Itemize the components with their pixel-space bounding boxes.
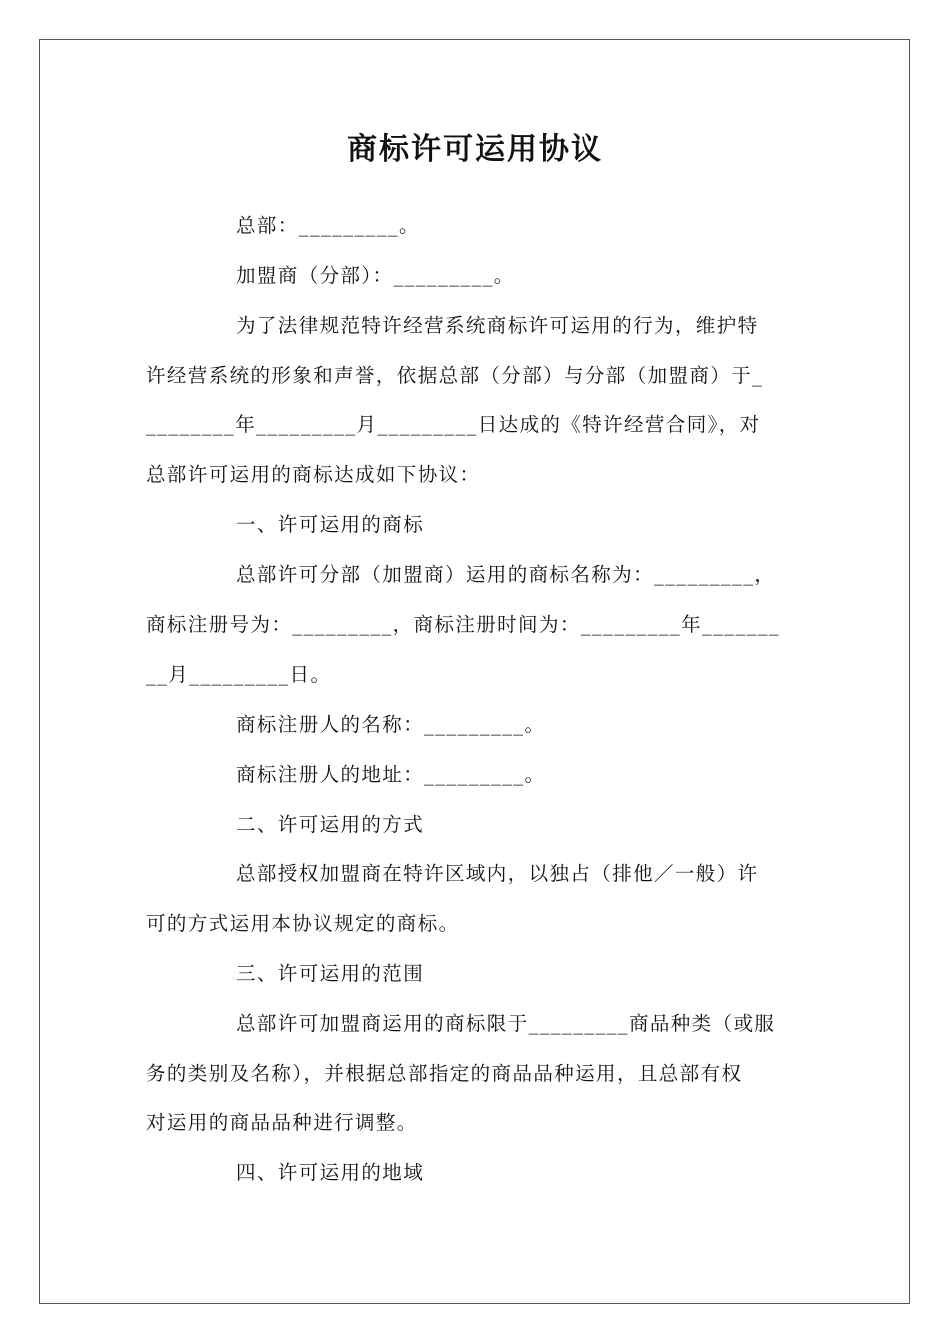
section-1-heading: 一、许可运用的商标 [236, 513, 425, 536]
section-1-line-2: 商标注册号为：_________，商标注册时间为：_________年_______ [146, 613, 781, 636]
franchisee-line: 加盟商（分部）：_________。 [236, 264, 515, 287]
section-3-line-2: 务的类别及名称），并根据总部指定的商品品种运用，且总部有权 [146, 1062, 743, 1085]
document-title: 商标许可运用协议 [347, 132, 603, 167]
preamble-line-2: 许经营系统的形象和声誉，依据总部（分部）与分部（加盟商）于_ [146, 364, 764, 387]
preamble-line-3: ________年_________月_________日达成的《特许经营合同》，对 [146, 413, 761, 436]
section-3-heading: 三、许可运用的范围 [236, 962, 425, 985]
section-1-line-1: 总部许可分部（加盟商）运用的商标名称为：_________， [236, 563, 776, 586]
section-3-line-1: 总部许可加盟商运用的商标限于_________商品种类（或服 [236, 1012, 776, 1035]
section-4-heading: 四、许可运用的地域 [236, 1161, 425, 1184]
preamble-line-4: 总部许可运用的商标达成如下协议： [146, 463, 481, 486]
section-1-line-3: __月_________日。 [146, 663, 332, 686]
section-2-heading: 二、许可运用的方式 [236, 813, 425, 836]
headquarters-line: 总部：_________。 [236, 214, 420, 237]
section-2-line-1: 总部授权加盟商在特许区域内，以独占（排他／一般）许 [236, 862, 759, 885]
registrant-address-line: 商标注册人的地址：_________。 [236, 763, 546, 786]
registrant-name-line: 商标注册人的名称：_________。 [236, 713, 546, 736]
section-2-line-2: 可的方式运用本协议规定的商标。 [146, 912, 460, 935]
section-3-line-3: 对运用的商品品种进行调整。 [146, 1111, 418, 1134]
preamble-line-1: 为了法律规范特许经营系统商标许可运用的行为，维护特 [236, 314, 759, 337]
